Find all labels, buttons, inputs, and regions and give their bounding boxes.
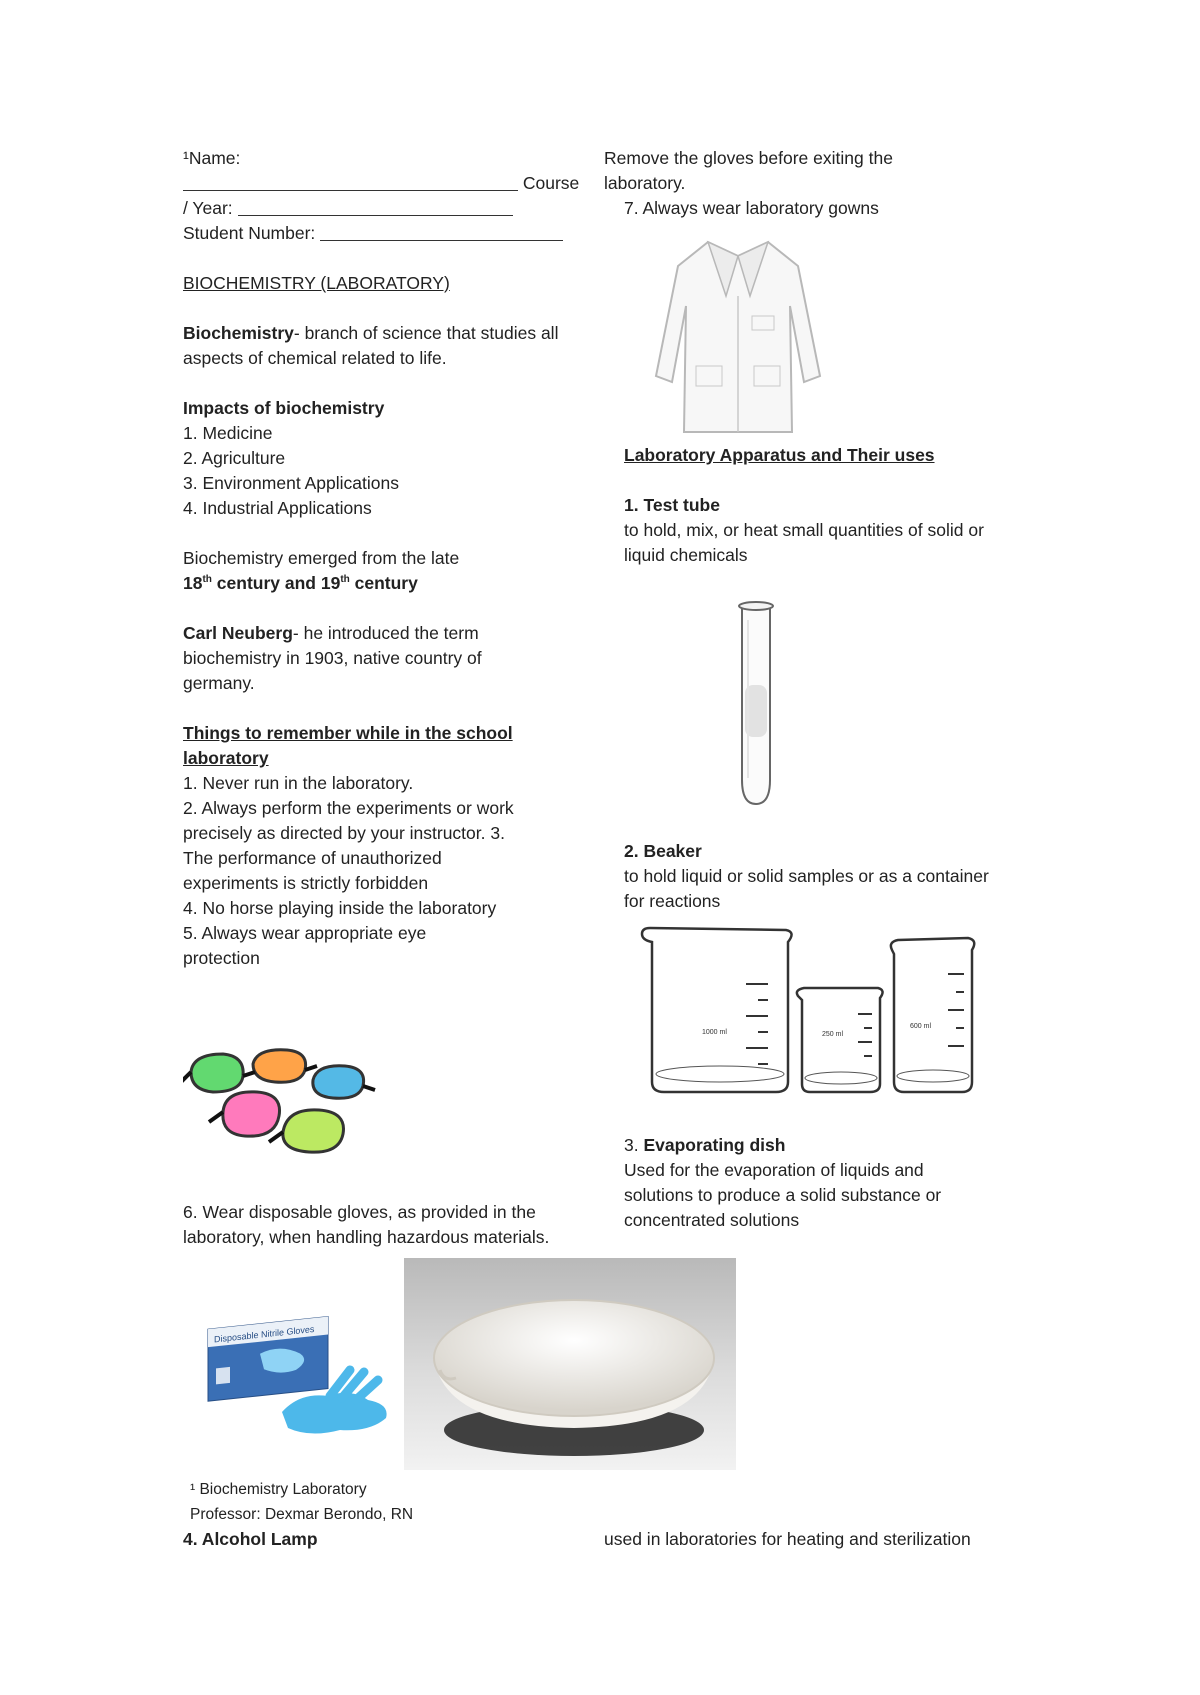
beaker-section xyxy=(624,839,1064,914)
definition-line-2: aspects of chemical related to life. xyxy=(183,348,447,368)
evaporating-dish-image xyxy=(404,1258,736,1470)
rule-line: 1. Never run in the laboratory. xyxy=(183,773,414,793)
student-number-label: Student Number: xyxy=(183,223,316,243)
rule-line: 2. Always perform the experiments or work xyxy=(183,798,514,818)
rules-heading-1: Things to remember while in the school xyxy=(183,723,513,743)
neuberg-line-1: Carl Neuberg- he introduced the term xyxy=(183,623,479,643)
apparatus-heading: Laboratory Apparatus and Their uses xyxy=(624,445,935,465)
impact-item: 3. Environment Applications xyxy=(183,473,399,493)
neuberg-line-3: germany. xyxy=(183,673,255,693)
evaporating-dish-section xyxy=(624,1133,1064,1233)
emerged-line-2: 18th century and 19th century xyxy=(183,573,418,593)
rule-line: protection xyxy=(183,948,260,968)
evap-desc-1: Used for the evaporation of liquids and xyxy=(624,1160,924,1180)
rule-line: 4. No horse playing inside the laboratory xyxy=(183,898,497,918)
student-number-line xyxy=(183,221,583,246)
beaker-desc-1: to hold liquid or solid samples or as a container xyxy=(624,866,989,886)
impact-item: 4. Industrial Applications xyxy=(183,498,372,518)
footnote-line-2: Professor: Dexmar Berondo, RN xyxy=(190,1506,414,1523)
evap-desc-3: concentrated solutions xyxy=(624,1210,800,1230)
beaker-label: 600 ml xyxy=(910,1023,932,1030)
alcohol-lamp-desc: used in laboratories for heating and sterilization xyxy=(604,1529,971,1549)
year-blank[interactable] xyxy=(238,199,513,216)
beaker-desc-2: for reactions xyxy=(624,891,721,911)
emerged-line-1: Biochemistry emerged from the late xyxy=(183,548,460,568)
disposable-gloves-image xyxy=(200,1300,400,1445)
impact-item: 1. Medicine xyxy=(183,423,273,443)
impacts-heading: Impacts of biochemistry xyxy=(183,398,385,418)
footnote-line-1: ¹ Biochemistry Laboratory xyxy=(190,1481,367,1498)
name-label: ¹Name: xyxy=(183,148,241,168)
page-title: BIOCHEMISTRY (LABORATORY) xyxy=(183,273,450,293)
course-blank[interactable] xyxy=(183,174,518,191)
evap-title: Evaporating dish xyxy=(643,1135,786,1155)
test-tube-image xyxy=(728,600,784,810)
beaker-label: 1000 ml xyxy=(702,1029,727,1036)
beaker-label: 250 ml xyxy=(822,1031,844,1038)
gloves-continued-1: Remove the gloves before exiting the xyxy=(604,148,893,168)
beaker-title: 2. Beaker xyxy=(624,841,702,861)
lab-coat-image xyxy=(648,236,828,436)
course-label: Course xyxy=(522,173,580,193)
safety-goggles-image xyxy=(183,1042,383,1162)
alcohol-lamp-title: 4. Alcohol Lamp xyxy=(183,1529,318,1549)
gloves-rule: 6. Wear disposable gloves, as provided in the laboratory, when handling hazardous materials. xyxy=(183,1202,550,1247)
definition-term: Biochemistry xyxy=(183,323,294,343)
student-number-blank[interactable] xyxy=(320,224,563,241)
test-tube-desc-1: to hold, mix, or heat small quantities of solid or xyxy=(624,520,984,540)
course-line xyxy=(183,171,583,196)
definition-line-1 xyxy=(183,321,583,346)
test-tube-desc-2: liquid chemicals xyxy=(624,545,748,565)
rules-heading-2: laboratory xyxy=(183,748,269,768)
footnote xyxy=(190,1478,590,1528)
year-line xyxy=(183,196,583,221)
year-label: / Year: xyxy=(183,198,233,218)
left-column xyxy=(183,146,583,971)
impact-item: 2. Agriculture xyxy=(183,448,286,468)
gowns-rule: 7. Always wear laboratory gowns xyxy=(624,198,879,218)
beakers-image xyxy=(638,924,984,1096)
neuberg-name: Carl Neuberg xyxy=(183,623,293,643)
rule-line: 5. Always wear appropriate eye xyxy=(183,923,427,943)
test-tube-title: 1. Test tube xyxy=(624,495,720,515)
definition-text: - branch of science that studies all xyxy=(293,323,559,343)
right-column-apparatus xyxy=(624,443,1064,568)
gloves-continued-2: laboratory. xyxy=(604,173,686,193)
rule-line: precisely as directed by your instructor. 3. xyxy=(183,823,505,843)
neuberg-line-2: biochemistry in 1903, native country of xyxy=(183,648,482,668)
rule-line: experiments is strictly forbidden xyxy=(183,873,429,893)
evap-desc-2: solutions to produce a solid substance or xyxy=(624,1185,942,1205)
right-column-top xyxy=(604,146,1044,221)
rule-line: The performance of unauthorized xyxy=(183,848,442,868)
evap-title-line: 3. Evaporating dish xyxy=(624,1135,786,1155)
glove-box-label: Disposable Nitrile Gloves xyxy=(214,1323,315,1345)
